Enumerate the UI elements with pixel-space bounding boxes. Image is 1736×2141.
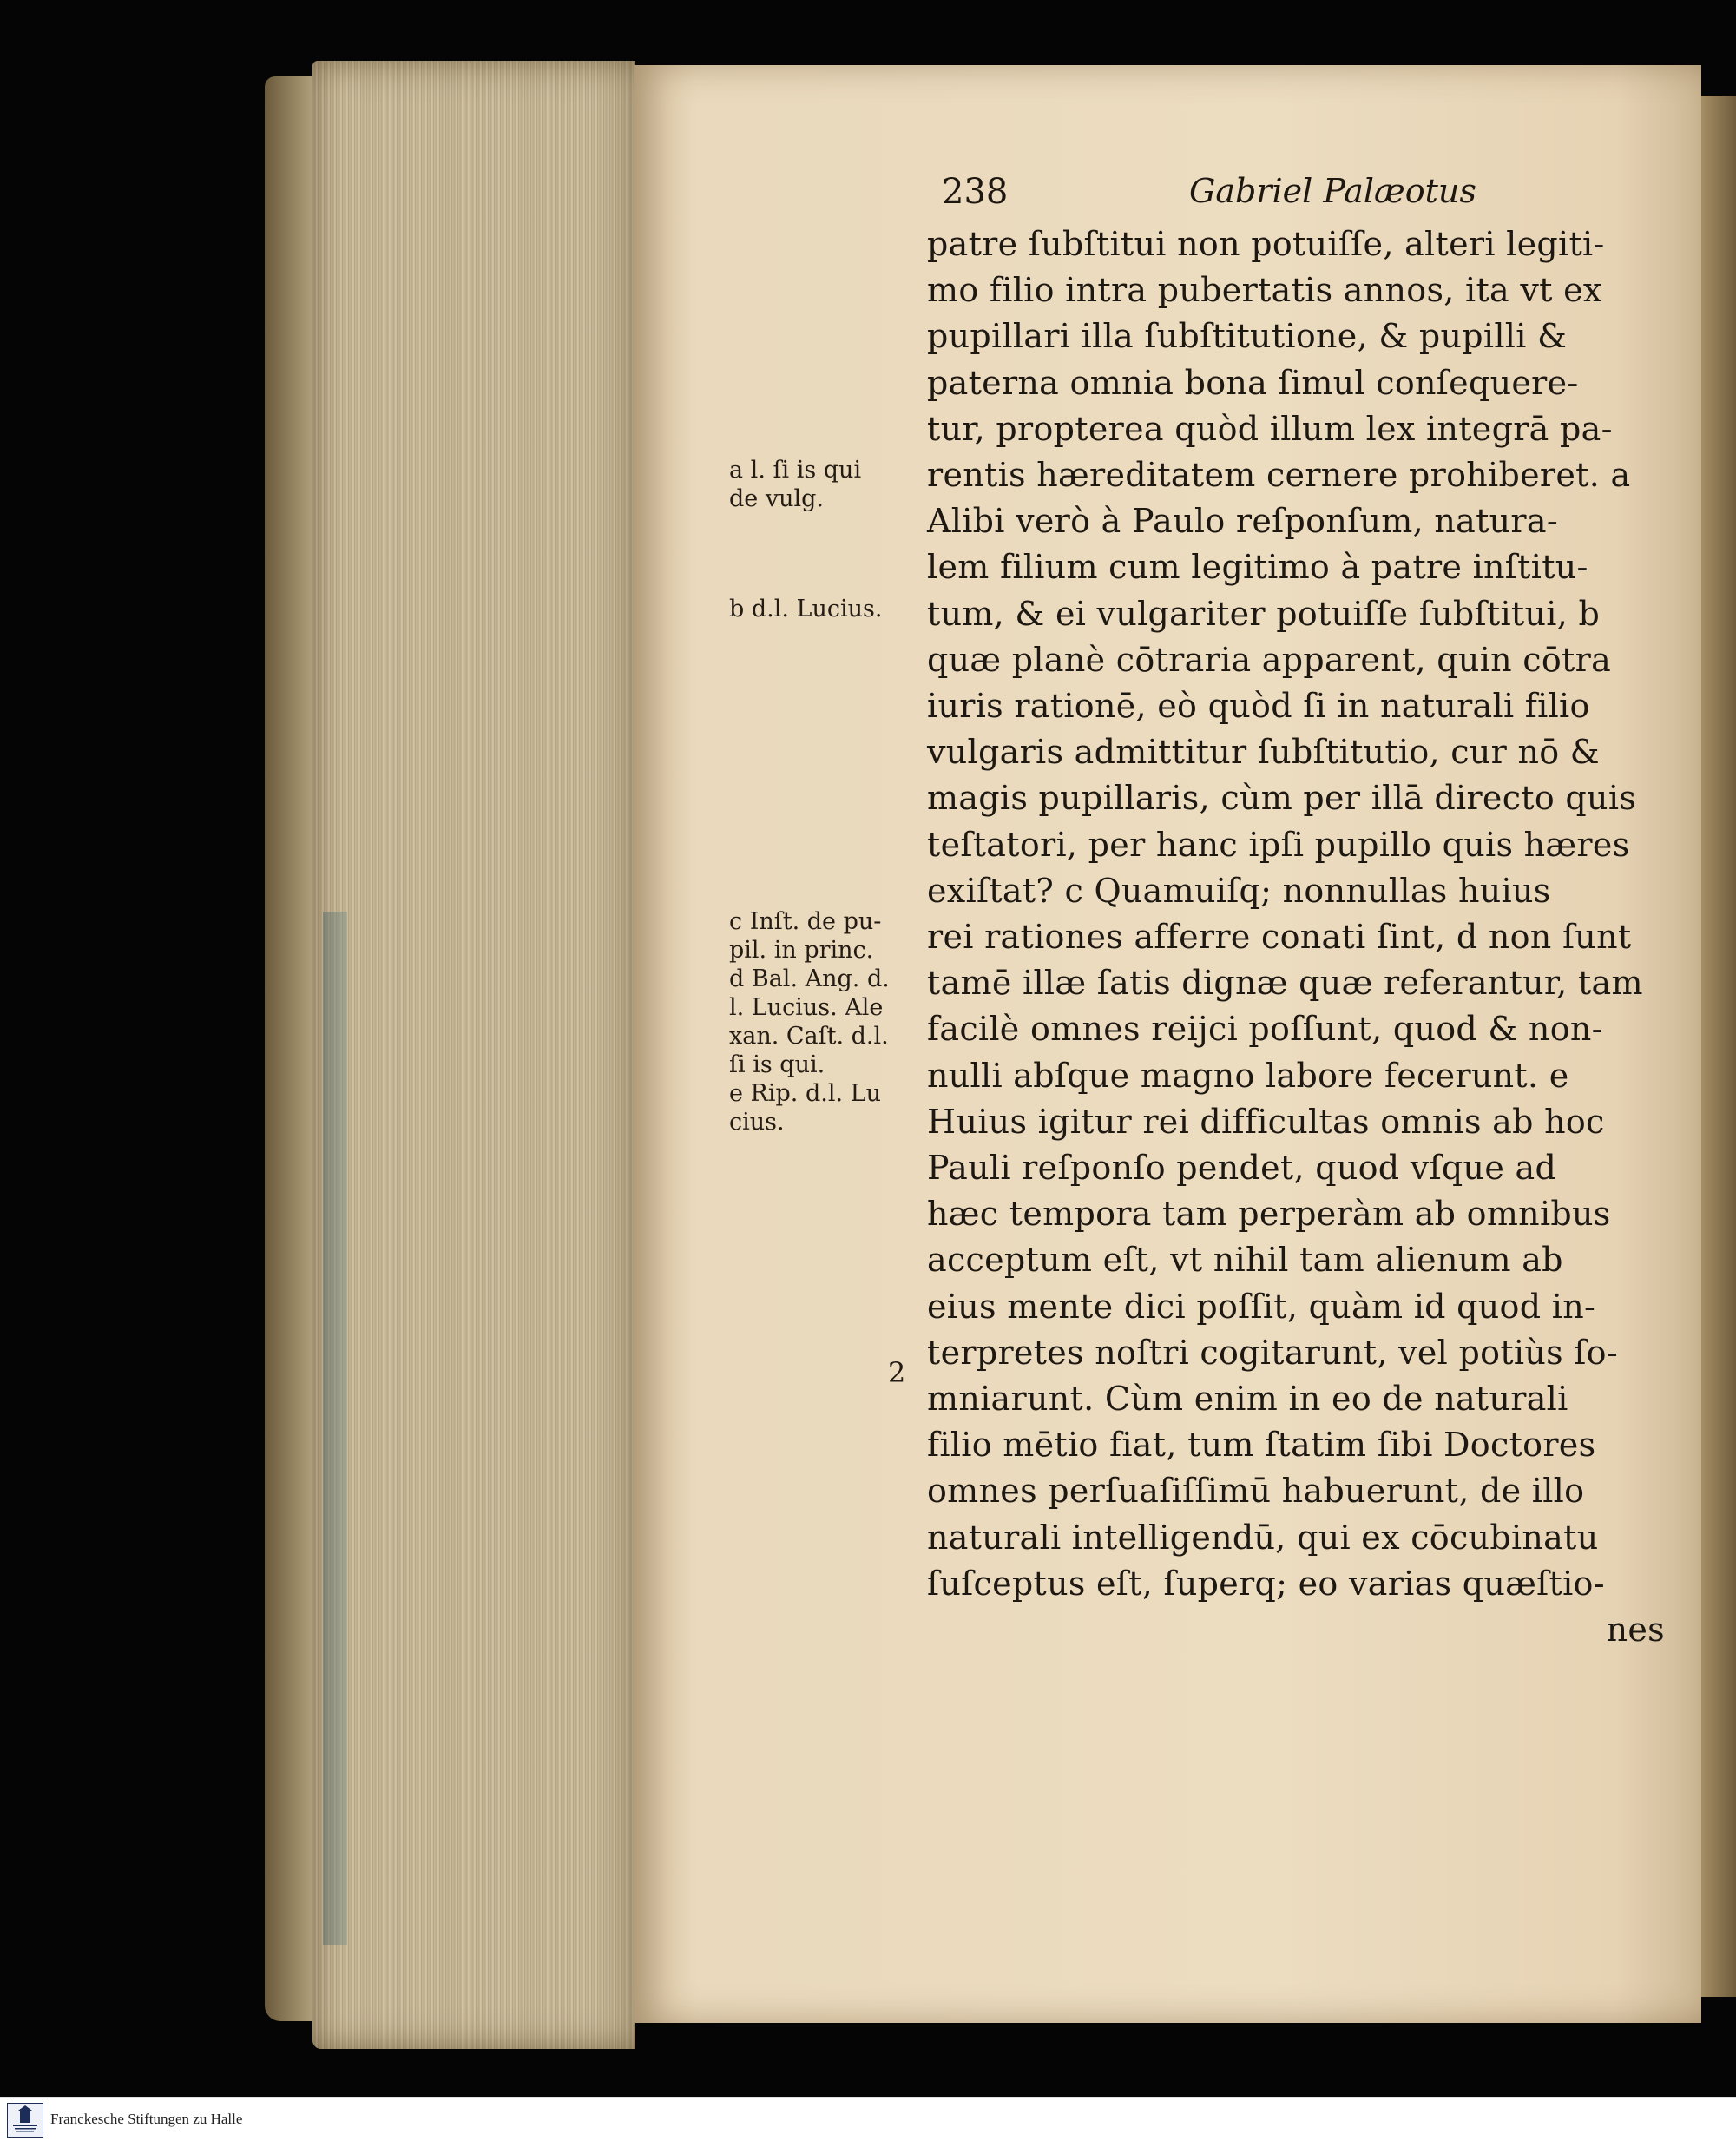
text-line: quæ planè cōtraria apparent, quin cōtra [927,640,1612,679]
text-line: rentis hæreditatem cernere prohiberet. a [927,456,1631,495]
margin-note-c-to-e [729,907,929,1136]
text-line: exiſtat? c Quamuiſq; nonnullas huius [927,871,1551,910]
institution-name: Franckesche Stiftungen zu Halle [50,2111,243,2127]
catchword: nes [1606,1611,1665,1650]
text-line: tamē illæ ſatis dignæ quæ referantur, tam [927,964,1643,1003]
franckesche-stiftungen-logo-icon[interactable] [7,2103,43,2138]
text-line: patre ſubſtitui non potuiſſe, alteri legiti- [927,225,1605,263]
margin-note-line: e Rip. d.l. Lu [729,1080,881,1107]
margin-note-line: cius. [729,1109,785,1136]
margin-note-line: de vulg. [729,485,824,512]
margin-note-line: d Bal. Ang. d. [729,965,890,992]
text-line: facilè omnes reijci poſſunt, quod & non- [927,1010,1603,1049]
text-line: naturali intelligendū, qui ex cōcubinatu [927,1518,1599,1557]
margin-note-line: l. Lucius. Ale [729,994,884,1021]
text-line: nulli abſque magno labore fecerunt. e [927,1056,1569,1095]
text-line: eius mente dici poſſit, quàm id quod in- [927,1287,1596,1326]
text-line: lem filium cum legitimo à patre inſtitu- [927,548,1588,587]
text-line: acceptum eſt, vt nihil tam alienum ab [927,1241,1563,1280]
margin-note-line: b d.l. Lucius. [729,596,883,623]
text-line: Alibi verò à Paulo reſponſum, natura- [927,502,1558,541]
page-block-stack [312,61,635,2049]
text-line: teſtatori, per hanc ipſi pupillo quis hæres [927,825,1630,864]
margin-note-line: a l. ſi is qui [729,457,862,484]
running-title: Gabriel Palæotus [1189,172,1476,210]
text-line: magis pupillaris, cùm per illā directo quis [927,779,1637,818]
margin-note-line: xan. Caſt. d.l. [729,1023,889,1050]
text-line: vulgaris admittitur ſubſtitutio, cur nō & [927,733,1600,772]
text-line: hæc tempora tam perperàm ab omnibus [927,1195,1611,1234]
text-line: Huius igitur rei difficultas omnis ab hoc [927,1102,1605,1141]
text-line: tur, propterea quòd illum lex integrā pa- [927,409,1613,448]
page-block-shadow [323,912,347,1945]
text-line: filio mētio fiat, tum ſtatim ſibi Doctores [927,1426,1596,1465]
text-line: ſuſceptus eſt, ſuperq; eo varias quæſtio- [927,1564,1605,1603]
text-line: terpretes noſtri cogitarunt, vel potiùs ſo- [927,1333,1618,1372]
text-line: tum, & ei vulgariter potuiſſe ſubſtitui, b [927,594,1601,633]
margin-note-line: ſi is qui. [729,1051,825,1078]
text-line: paterna omnia bona ſimul conſequere- [927,363,1579,402]
text-line: mo filio intra pubertatis annos, ita vt ex [927,271,1602,310]
main-text-block [927,221,1665,1653]
margin-note-a [729,456,929,513]
text-line: rei rationes afferre conati ſint, d non ſunt [927,918,1632,957]
margin-note-b [729,595,929,623]
section-marker: 2 [888,1356,906,1389]
text-line: Pauli reſponſo pendet, quod vſque ad [927,1149,1557,1188]
text-line: mniarunt. Cùm enim in eo de naturali [927,1380,1568,1419]
text-line: omnes perſuaſiſſimū habuerunt, de illo [927,1472,1585,1511]
margin-note-line: pil. in princ. [729,937,874,964]
text-line: pupillari illa ſubſtitutione, & pupilli & [927,317,1568,356]
page-number: 238 [942,172,1009,212]
margin-note-line: c Inſt. de pu- [729,908,882,935]
right-cover-edge [1701,96,1736,1997]
text-line: iuris rationē, eò quòd ſi in naturali filio [927,687,1590,726]
footer-bar [0,2097,1736,2141]
page-header [942,172,1549,224]
